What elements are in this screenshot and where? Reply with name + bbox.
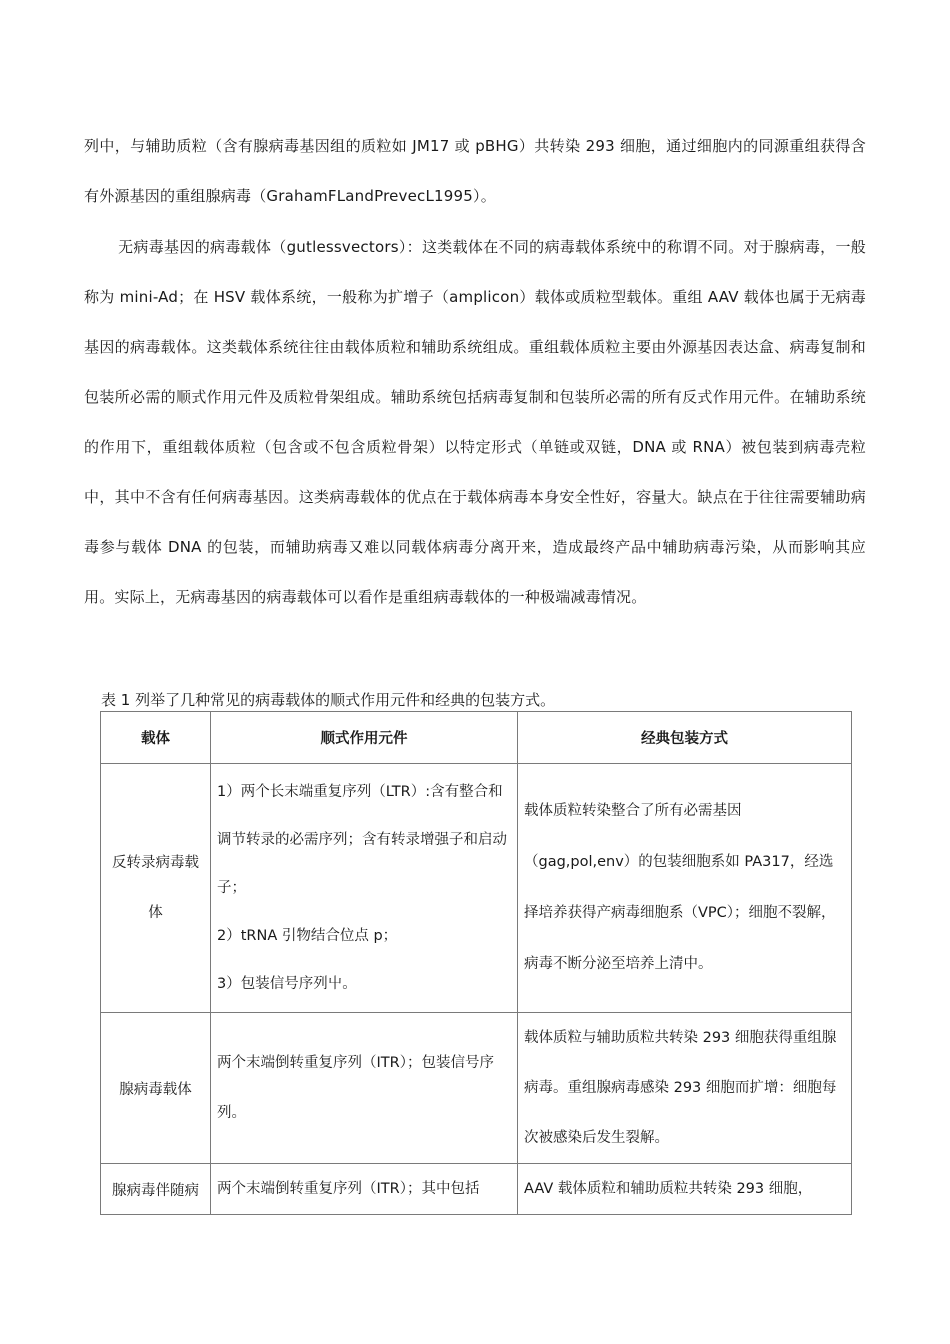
cell-cis (211, 1013, 518, 1164)
vector-table (100, 711, 852, 1215)
cis-item-2: 2）tRNA 引物结合位点 p； (217, 928, 398, 944)
table-row (101, 764, 852, 1013)
paragraph-2-text: 无病毒基因的病毒载体（gutlessvectors）：这类载体在不同的病毒载体系统中的称谓不同。对于腺病毒，一般称为 mini-Ad；在 HSV 载体系统，一般称为扩增子（amplicon）载体或质粒型载体。重组 AAV 载体也属于无病毒基因的病毒载体。这类载体系统往往由载体质粒和辅助系统组成。重组载体质粒主要由外源基因表达盒、病毒复制和包装所必需的顺式作用元件及质粒骨架组成。辅助系统包括病毒复制和包装所必需的所有反式作用元件。在辅助系统的作用下，重组载体质粒（包含或不包含质粒骨架）以特定形式（单链或双链，DNA 或 RNA）被包装到病毒壳粒中，其中不含有任何病毒基因。这类病毒载体的优点在于载体病毒本身安全性好，容量大。缺点在于往往需要辅助病毒参与载体 DNA 的包装，而辅助病毒又难以同载体病毒分离开来，造成最终产品中辅助病毒污染，从而影响其应用。实际上，无病毒基因的病毒载体可以看作是重组病毒载体的一种极端减毒情况。 (84, 238, 866, 606)
cell-packaging: AAV 载体质粒和辅助质粒共转染 293 细胞， (518, 1164, 852, 1215)
table-header-cis: 顺式作用元件 (211, 712, 518, 764)
cell-vector: 腺病毒伴随病 (101, 1164, 211, 1215)
table-header-packaging: 经典包装方式 (518, 712, 852, 764)
cell-packaging: 载体质粒转染整合了所有必需基因（gag,pol,env）的包装细胞系如 PA317，经选择培养获得产病毒细胞系（VPC）；细胞不裂解，病毒不断分泌至培养上清中。 (518, 764, 852, 1013)
table-row (101, 1164, 852, 1215)
cell-packaging: 载体质粒与辅助质粒共转染 293 细胞获得重组腺病毒。重组腺病毒感染 293 细胞而扩增：细胞每次被感染后发生裂解。 (518, 1013, 852, 1164)
table-row (101, 1013, 852, 1164)
table-header-row (101, 712, 852, 764)
table-caption: 表 1 列举了几种常见的病毒载体的顺式作用元件和经典的包装方式。 (101, 691, 556, 709)
cis-item-1: 两个末端倒转重复序列（ITR）；其中包括 (217, 1181, 480, 1197)
cell-vector: 腺病毒载体 (101, 1013, 211, 1164)
cell-cis (211, 1164, 518, 1215)
cis-item-1: 1）两个长末端重复序列（LTR）:含有整合和调节转录的必需序列；含有转录增强子和启动子； (217, 784, 507, 896)
paragraph-2 (84, 222, 866, 622)
cis-item-3: 3）包装信号序列屮。 (217, 976, 357, 992)
paragraph-1: 列中，与辅助质粒（含有腺病毒基因组的质粒如 JM17 或 pBHG）共转染 293 细胞，通过细胞内的同源重组获得含有外源基因的重组腺病毒（GrahamFLandPrevecL1995）。 (84, 137, 866, 205)
cell-vector: 反转录病毒载体 (101, 764, 211, 1013)
cell-cis (211, 764, 518, 1013)
table-header-vector: 载体 (101, 712, 211, 764)
cis-item-1: 两个末端倒转重复序列（ITR）；包装信号序列。 (217, 1055, 494, 1121)
